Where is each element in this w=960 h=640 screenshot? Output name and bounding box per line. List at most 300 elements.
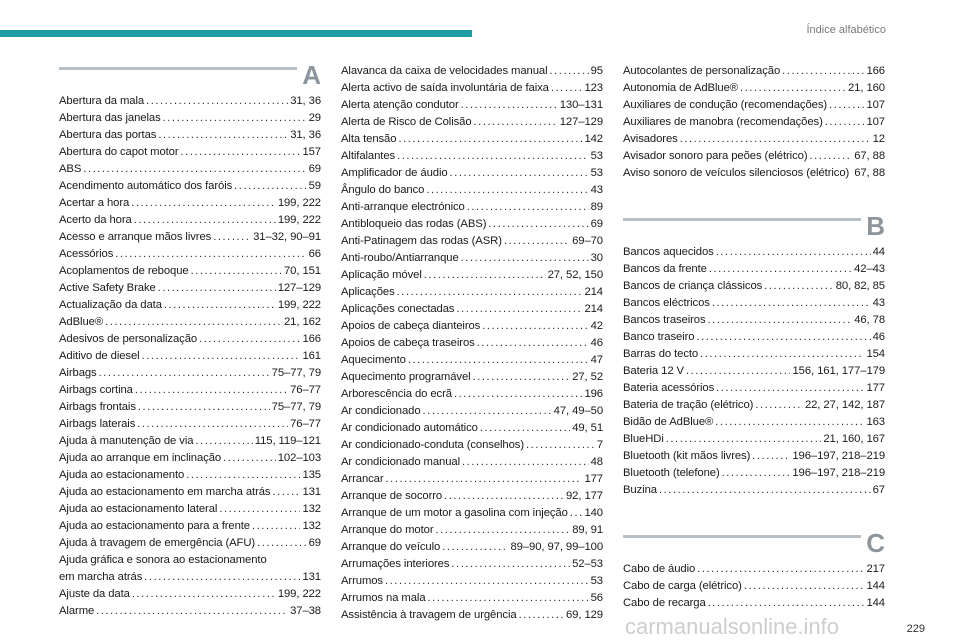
index-entry-list <box>623 60 885 181</box>
index-entry-term: Acesso e arranque mãos livres <box>59 231 212 243</box>
index-entry-term: Arrumações interiores <box>341 558 450 570</box>
index-entry-term: Arranque do veículo <box>341 541 441 553</box>
index-entry-pages: 75–77, 79 <box>271 401 321 413</box>
section-spacer <box>623 498 885 528</box>
index-entry-term: Ajuda gráfica e sonora ao estacionamento <box>59 554 267 566</box>
index-entry-pages: 53 <box>590 167 603 179</box>
index-entry-term: Anti-roubo/Antiarranque <box>341 252 459 264</box>
index-entry-pages: 102–103 <box>277 452 321 464</box>
index-entry-pages: 69 <box>308 163 321 175</box>
index-entry-term: Alerta atenção condutor <box>341 99 459 111</box>
dot-leader <box>722 465 791 481</box>
index-entry <box>623 447 885 464</box>
dot-leader <box>686 363 790 379</box>
index-entry <box>59 551 321 568</box>
index-entry-pages: 22, 27, 142, 187 <box>804 399 885 411</box>
index-entry <box>341 351 603 368</box>
dot-leader <box>782 63 864 79</box>
index-entry-pages: 21, 160, 167 <box>823 433 885 445</box>
index-entry <box>341 249 603 266</box>
section-letter: A <box>302 60 321 90</box>
index-entry <box>341 470 603 487</box>
index-entry-pages: 7 <box>596 439 603 451</box>
dot-leader <box>257 535 307 551</box>
dot-leader <box>436 522 571 538</box>
index-entry <box>341 317 603 334</box>
index-entry <box>59 534 321 551</box>
index-entry <box>341 436 603 453</box>
index-entry <box>623 464 885 481</box>
index-entry <box>623 362 885 379</box>
index-entry-pages: 144 <box>866 580 885 592</box>
index-entry-term: Bancos eléctricos <box>623 297 710 309</box>
index-entry <box>341 96 603 113</box>
index-entry-term: Arborescência do ecrã <box>341 388 452 400</box>
index-entry <box>341 385 603 402</box>
index-entry-pages: 67, 88 <box>854 150 885 162</box>
dot-leader <box>444 488 564 504</box>
index-entry <box>341 300 603 317</box>
dot-leader <box>134 212 276 228</box>
index-entry-pages: 69 <box>308 537 321 549</box>
index-entry-term: Acerto da hora <box>59 214 132 226</box>
index-entry-pages: 37–38 <box>290 605 321 617</box>
page-number: 229 <box>906 623 925 635</box>
index-entry-term: Arranque do motor <box>341 524 434 536</box>
index-entry-term: Altifalantes <box>341 150 396 162</box>
index-entry <box>623 345 885 362</box>
index-entry <box>341 419 603 436</box>
index-entry-pages: 27, 52, 150 <box>547 269 603 281</box>
index-entry-term: Bluetooth (kit mãos livres) <box>623 450 751 462</box>
index-entry <box>59 398 321 415</box>
index-entry <box>623 79 885 96</box>
index-entry <box>59 177 321 194</box>
index-entry-term: Aplicação móvel <box>341 269 422 281</box>
index-entry-term: Antibloqueio das rodas (ABS) <box>341 218 487 230</box>
dot-leader <box>488 216 588 232</box>
index-entry-pages: 89–90, 97, 99–100 <box>510 541 603 553</box>
dot-leader <box>519 607 564 623</box>
dot-leader <box>666 431 822 447</box>
dot-leader <box>408 352 589 368</box>
index-entry-pages: 163 <box>866 416 885 428</box>
dot-leader <box>461 97 558 113</box>
index-entry-term: Bateria 12 V <box>623 365 684 377</box>
dot-leader <box>680 131 871 147</box>
index-entry-pages: 49, 51 <box>572 422 603 434</box>
index-entry-term: Apoios de cabeça dianteiros <box>341 320 481 332</box>
index-entry-term: Aquecimento <box>341 354 406 366</box>
index-entry <box>59 143 321 160</box>
section-divider <box>59 67 297 70</box>
index-entry-pages: 31–32, 90–91 <box>253 231 321 243</box>
index-entry-pages: 166 <box>302 333 321 345</box>
index-entry <box>59 449 321 466</box>
index-entry-term: Ajuda ao estacionamento em marcha atrás <box>59 486 271 498</box>
section-letter: B <box>866 211 885 241</box>
dot-leader <box>851 165 852 181</box>
index-entry-term: Banco traseiro <box>623 331 695 343</box>
index-entry-term: Bancos traseiros <box>623 314 706 326</box>
dot-leader <box>105 314 282 330</box>
index-entry-term: Actualização da data <box>59 299 162 311</box>
index-entry-pages: 199, 222 <box>277 197 321 209</box>
index-entry-pages: 30 <box>590 252 603 264</box>
index-entry <box>341 215 603 232</box>
index-entry <box>623 328 885 345</box>
index-entry-term: Bancos aquecidos <box>623 246 714 258</box>
index-entry <box>59 466 321 483</box>
index-entry-pages: 127–129 <box>277 282 321 294</box>
index-entry-pages: 21, 162 <box>284 316 321 328</box>
dot-leader <box>697 561 864 577</box>
index-entry-term: BlueHDi <box>623 433 664 445</box>
dot-leader <box>708 595 865 611</box>
dot-leader <box>456 301 582 317</box>
dot-leader <box>482 318 588 334</box>
index-entry-term: Auxiliares de manobra (recomendações) <box>623 116 823 128</box>
index-entry-term: Airbags laterais <box>59 418 136 430</box>
dot-leader <box>213 229 251 245</box>
index-entry-pages: 29 <box>308 112 321 124</box>
index-entry <box>623 164 885 181</box>
index-column-2 <box>341 60 603 623</box>
index-entry-pages: 142 <box>584 133 603 145</box>
dot-leader <box>144 569 300 585</box>
index-entry-term: Ar condicionado-conduta (conselhos) <box>341 439 525 451</box>
index-entry <box>341 555 603 572</box>
index-entry-term: Arrumos na mala <box>341 592 426 604</box>
index-entry <box>623 430 885 447</box>
index-entry-pages: 107 <box>866 99 885 111</box>
index-entry <box>623 62 885 79</box>
index-entry-pages: 56 <box>590 592 603 604</box>
index-entry-pages: 75–77, 79 <box>271 367 321 379</box>
index-entry <box>623 96 885 113</box>
index-entry-term: Arranque de socorro <box>341 490 443 502</box>
index-entry-pages: 80, 82, 85 <box>835 280 885 292</box>
dot-leader <box>234 178 306 194</box>
index-entry-term: Alavanca da caixa de velocidades manual <box>341 65 548 77</box>
index-entry <box>623 243 885 260</box>
index-entry <box>59 262 321 279</box>
index-entry <box>59 92 321 109</box>
index-entry-pages: 154 <box>866 348 885 360</box>
index-entry-list <box>623 558 885 611</box>
index-entry <box>59 194 321 211</box>
index-entry-term: Ar condicionado manual <box>341 456 461 468</box>
index-entry-pages: 177 <box>866 382 885 394</box>
index-entry-term: Abertura das janelas <box>59 112 161 124</box>
index-entry <box>341 164 603 181</box>
index-entry-term: Auxiliares de condução (recomendações) <box>623 99 828 111</box>
index-entry <box>623 577 885 594</box>
index-entry-pages: 132 <box>302 503 321 515</box>
index-entry <box>59 347 321 364</box>
index-entry <box>623 413 885 430</box>
index-entry-term: ABS <box>59 163 82 175</box>
index-entry <box>623 130 885 147</box>
index-entry-pages: 42 <box>590 320 603 332</box>
dot-leader <box>551 80 583 96</box>
index-entry-term: Ajuda ao estacionamento lateral <box>59 503 218 515</box>
index-entry-term: Avisador sonoro para peões (elétrico) <box>623 150 808 162</box>
index-entry-term: Bancos da frente <box>623 263 707 275</box>
index-entry-pages: 130–131 <box>559 99 603 111</box>
index-entry-term: Bateria de tração (elétrico) <box>623 399 754 411</box>
index-entry-term: Bateria acessórios <box>623 382 715 394</box>
dot-leader <box>273 484 301 500</box>
dot-leader <box>570 505 583 521</box>
index-entry-term: Alerta activo de saída involuntária de faixa <box>341 82 549 94</box>
index-entry <box>623 379 885 396</box>
dot-leader <box>428 590 589 606</box>
index-entry-term: Buzina <box>623 484 657 496</box>
index-entry-pages: 69 <box>590 218 603 230</box>
dot-leader <box>223 450 276 466</box>
page-header-title: Índice alfabético <box>806 24 886 36</box>
index-entry <box>341 62 603 79</box>
index-entry <box>341 266 603 283</box>
index-entry-pages: 42–43 <box>854 263 885 275</box>
index-entry-pages: 46, 78 <box>854 314 885 326</box>
index-entry-pages: 131 <box>302 571 321 583</box>
dot-leader <box>467 199 589 215</box>
index-entry-pages: 214 <box>584 286 603 298</box>
dot-leader <box>158 127 288 143</box>
index-entry <box>59 432 321 449</box>
dot-leader <box>423 403 552 419</box>
dot-leader <box>186 467 300 483</box>
index-entry-term: Acertar a hora <box>59 197 130 209</box>
index-entry <box>341 334 603 351</box>
index-entry-term: Active Safety Brake <box>59 282 156 294</box>
index-entry-pages: 156, 161, 177–179 <box>792 365 885 377</box>
index-entry-term: Aviso sonoro de veículos silenciosos (elétrico) <box>623 167 850 179</box>
index-entry <box>341 589 603 606</box>
index-entry-term: Abertura das portas <box>59 129 157 141</box>
index-entry-pages: 48 <box>590 456 603 468</box>
dot-leader <box>716 244 871 260</box>
index-entry <box>341 572 603 589</box>
dot-leader <box>474 114 558 130</box>
index-entry-pages: 127–129 <box>559 116 603 128</box>
index-entry <box>341 147 603 164</box>
dot-leader <box>426 182 588 198</box>
index-entry <box>341 504 603 521</box>
index-entry <box>59 517 321 534</box>
index-entry <box>59 602 321 619</box>
dot-leader <box>504 233 570 249</box>
index-entry <box>341 79 603 96</box>
index-entry-term: Abertura do capot motor <box>59 146 179 158</box>
index-entry-pages: 123 <box>584 82 603 94</box>
index-entry-pages: 53 <box>590 150 603 162</box>
index-entry-term: Autonomia de AdBlue® <box>623 82 738 94</box>
index-entry <box>341 606 603 623</box>
dot-leader <box>163 110 307 126</box>
index-entry-pages: 21, 160 <box>848 82 885 94</box>
index-entry-pages: 196 <box>584 388 603 400</box>
index-entry-pages: 66 <box>308 248 321 260</box>
index-entry-pages: 140 <box>584 507 603 519</box>
index-entry <box>623 147 885 164</box>
dot-leader <box>398 131 582 147</box>
dot-leader <box>712 295 871 311</box>
index-entry-pages: 131 <box>302 486 321 498</box>
index-entry <box>623 311 885 328</box>
section-spacer <box>623 181 885 211</box>
section-header <box>623 211 885 241</box>
index-entry <box>623 481 885 498</box>
index-entry-term: Anti-Patinagem das rodas (ASR) <box>341 235 502 247</box>
index-entry-pages: 46 <box>590 337 603 349</box>
index-entry-pages: 46 <box>872 331 885 343</box>
index-entry <box>59 296 321 313</box>
index-entry-term: Ajuda ao estacionamento <box>59 469 185 481</box>
index-entry-term: Alarme <box>59 605 95 617</box>
index-entry <box>623 294 885 311</box>
index-entry-term: Ajuste da data <box>59 588 130 600</box>
section-letter: C <box>866 528 885 558</box>
index-entry-term: Aplicações <box>341 286 395 298</box>
dot-leader <box>385 573 589 589</box>
dot-leader <box>424 267 546 283</box>
index-entry <box>623 260 885 277</box>
dot-leader <box>191 263 282 279</box>
dot-leader <box>755 397 803 413</box>
index-entry-term: Arrancar <box>341 473 384 485</box>
index-column-1 <box>59 60 321 619</box>
index-entry-pages: 89 <box>590 201 603 213</box>
index-entry-term: Ajuda ao estacionamento para a frente <box>59 520 250 532</box>
index-entry <box>341 368 603 385</box>
index-entry-term: Bancos de criança clássicos <box>623 280 763 292</box>
index-entry <box>59 211 321 228</box>
index-entry-pages: 52–53 <box>572 558 603 570</box>
index-entry-pages: 47, 49–50 <box>553 405 603 417</box>
watermark: carmanualsonline.info <box>625 614 840 639</box>
index-entry-term: Amplificador de áudio <box>341 167 448 179</box>
dot-leader <box>115 246 306 262</box>
index-entry-term: Barras do tecto <box>623 348 699 360</box>
index-entry-pages: 89, 91 <box>572 524 603 536</box>
index-entry <box>59 330 321 347</box>
index-entry-pages: 157 <box>302 146 321 158</box>
index-entry-pages: 177 <box>584 473 603 485</box>
index-entry-term: Ajuda à travagem de emergência (AFU) <box>59 537 256 549</box>
dot-leader <box>164 297 276 313</box>
index-entry-term: Alta tensão <box>341 133 397 145</box>
dot-leader <box>696 329 870 345</box>
index-entry-pages: 69–70 <box>572 235 603 247</box>
index-entry-term: Airbags cortina <box>59 384 133 396</box>
dot-leader <box>700 346 864 362</box>
index-entry-pages: 95 <box>590 65 603 77</box>
dot-leader <box>83 161 306 177</box>
index-entry <box>59 415 321 432</box>
index-entry <box>341 521 603 538</box>
dot-leader <box>131 195 276 211</box>
index-entry-pages: 199, 222 <box>277 214 321 226</box>
index-entry <box>341 453 603 470</box>
dot-leader <box>473 369 571 385</box>
index-entry <box>623 594 885 611</box>
index-entry-pages: 217 <box>866 563 885 575</box>
index-entry-term: Airbags <box>59 367 97 379</box>
index-entry-term: Assistência à travagem de urgência <box>341 609 517 621</box>
index-entry-pages: 31, 36 <box>290 95 321 107</box>
index-entry-pages: 92, 177 <box>566 490 603 502</box>
dot-leader <box>195 433 252 449</box>
index-entry-term: AdBlue® <box>59 316 104 328</box>
index-entry-term: Cabo de áudio <box>623 563 696 575</box>
index-entry-term: Ar condicionado automático <box>341 422 478 434</box>
index-entry <box>59 313 321 330</box>
dot-leader <box>477 335 589 351</box>
index-entry-term: Bidão de AdBlue® <box>623 416 714 428</box>
index-entry-pages: 214 <box>584 303 603 315</box>
dot-leader <box>825 114 865 130</box>
dot-leader <box>199 331 300 347</box>
dot-leader <box>461 250 589 266</box>
index-entry-list <box>623 241 885 498</box>
index-entry <box>341 181 603 198</box>
index-entry-term: Ar condicionado <box>341 405 421 417</box>
dot-leader <box>146 93 288 109</box>
index-entry <box>59 500 321 517</box>
index-column-3 <box>623 60 885 611</box>
index-entry-term: Anti-arranque electrónico <box>341 201 465 213</box>
index-entry-pages: 27, 52 <box>572 371 603 383</box>
index-entry-pages: 161 <box>302 350 321 362</box>
dot-leader <box>764 278 834 294</box>
index-entry-term: Aquecimento programável <box>341 371 471 383</box>
index-entry <box>341 113 603 130</box>
index-entry-pages: 43 <box>872 297 885 309</box>
index-entry <box>623 277 885 294</box>
index-entry <box>341 402 603 419</box>
index-entry-pages: 12 <box>872 133 885 145</box>
dot-leader <box>740 80 846 96</box>
index-entry-pages: 144 <box>866 597 885 609</box>
index-entry-pages: 43 <box>590 184 603 196</box>
dot-leader <box>386 471 583 487</box>
dot-leader <box>450 165 589 181</box>
index-entry-pages: 76–77 <box>290 384 321 396</box>
index-entry-pages: 67 <box>872 484 885 496</box>
index-entry-list <box>341 60 603 623</box>
index-entry <box>59 568 321 585</box>
index-entry <box>59 228 321 245</box>
dot-leader <box>99 365 270 381</box>
index-entry <box>623 560 885 577</box>
dot-leader <box>709 261 852 277</box>
dot-leader <box>158 280 276 296</box>
index-entry-term: Autocolantes de personalização <box>623 65 781 77</box>
index-entry-pages: 196–197, 218–219 <box>792 450 885 462</box>
index-entry-term: Ângulo do banco <box>341 184 425 196</box>
index-entry-term: Arranque de um motor a gasolina com injeção <box>341 507 568 519</box>
index-entry-term: Acendimento automático dos faróis <box>59 180 233 192</box>
index-entry-pages: 196–197, 218–219 <box>792 467 885 479</box>
index-entry <box>623 113 885 130</box>
index-entry-term: Aplicações conectadas <box>341 303 455 315</box>
index-entry-term: Abertura da mala <box>59 95 145 107</box>
index-entry <box>59 109 321 126</box>
index-entry-term: Ajuda à manutenção de via <box>59 435 194 447</box>
